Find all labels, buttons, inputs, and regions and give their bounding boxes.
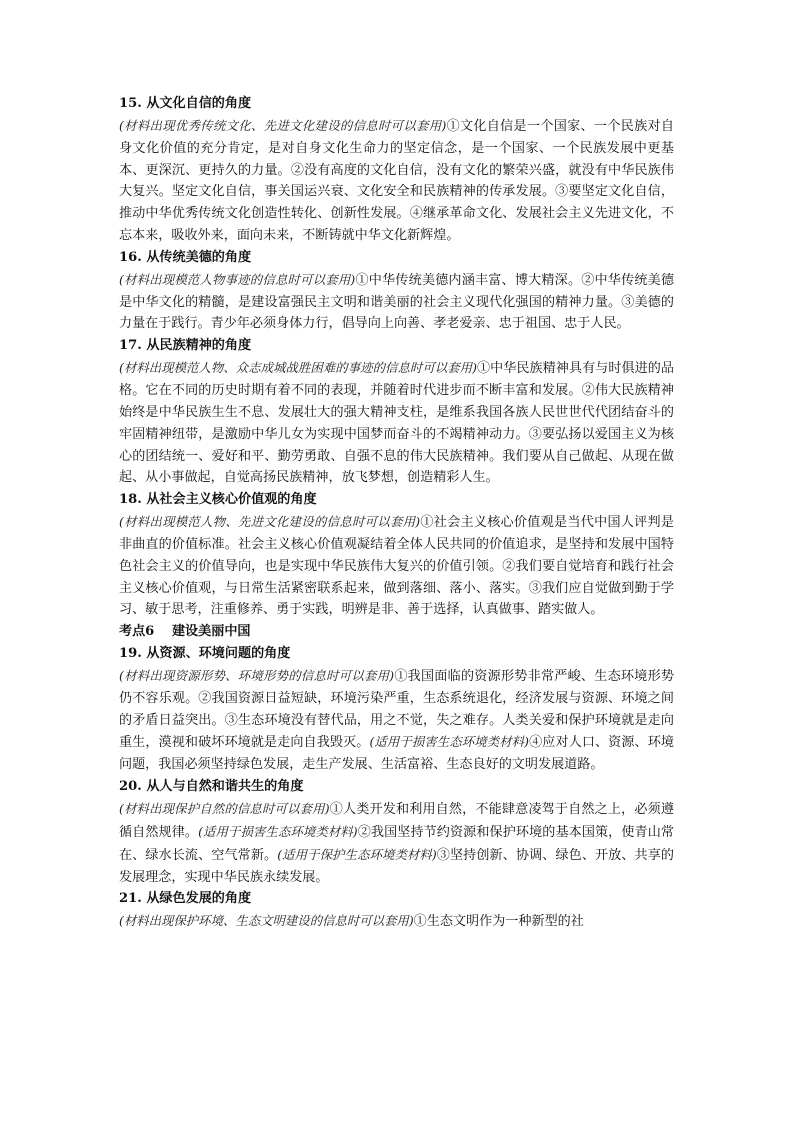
section-17	[119, 335, 674, 489]
section-20	[119, 776, 674, 888]
section-heading: 21. 从绿色发展的角度	[119, 891, 252, 907]
body-text: ①我国面临的资源形势非常严峻、生态环境形势仍不容乐观。②我国资源日益短缺，环境污染严重，生态系统退化，经济发展与资源、环境之间的矛盾日益突出。③生态环境没有替代品，用之不觉，失之难存。人类关爱和保护环境就是走向重生，漠视和破坏环境就是走向自我毁灭。	[119, 668, 675, 751]
usage-note: (材料出现模范人物事迹的信息时可以套用)	[119, 271, 356, 287]
section-heading: 20. 从人与自然和谐共生的角度	[119, 779, 304, 795]
section-body	[119, 269, 674, 336]
body-text: ③坚持创新、协调、绿色、开放、共享的发展理念，实现中华民族永续发展。	[119, 847, 675, 885]
section-heading: 15. 从文化自信的角度	[119, 96, 252, 111]
document-page	[119, 93, 674, 933]
section-heading: 19. 从资源、环境问题的角度	[119, 646, 291, 662]
section-heading: 18. 从社会主义核心价值观的角度	[119, 492, 317, 508]
body-text: ①文化自信是一个国家、一个民族对自身文化价值的充分肯定，是对自身文化生命力的坚定信念，是一个国家、一个民族发展中更基本、更深沉、更持久的力量。②没有高度的文化自信，没有文化的繁荣兴盛，就没有中华民族伟大复兴。坚定文化自信，事关国运兴衰、文化安全和民族精神的传承发展。③要坚定文化自信，推动中华优秀传统文化创造性转化、创新性发展。④继承革命文化、发展社会主义先进文化，不忘本来，吸收外来，面向未来，不断铸就中华文化新辉煌。	[119, 118, 675, 244]
section-19	[119, 643, 674, 776]
section-body	[119, 511, 674, 621]
body-text: ①社会主义核心价值观是当代中国人评判是非曲直的价值标准。社会主义核心价值观凝结着全体人民共同的价值追求，是坚持和发展中国特色社会主义的价值导向，也是实现中华民族伟大复兴的价值引领。②我们要自觉培育和践行社会主义核心价值观，与日常生活紧密联系起来，做到落细、落小、落实。③我们应自觉做到勤于学习、敏于思考，注重修养、勇于实践，明辨是非、善于选择，认真做事、踏实做人。	[119, 515, 674, 618]
body-text: ①中华传统美德内涵丰富、博大精深。②中华传统美德是中华文化的精髓，是建设富强民主文明和谐美丽的社会主义现代化强国的精神力量。③美德的力量在于践行。青少年必须身体力行，倡导向上向善、孝老爱亲、忠于祖国、忠于人民。	[119, 272, 675, 332]
usage-note: (适用于损害生态环境类材料)	[369, 734, 529, 750]
section-16	[119, 247, 674, 335]
usage-note: (材料出现模范人物、众志成城战胜困难的事迹的信息时可以套用)	[119, 360, 477, 376]
usage-note: (材料出现优秀传统文化、先进文化建设的信息时可以套用)	[119, 117, 447, 133]
usage-note: (材料出现模范人物、先进文化建设的信息时可以套用)	[119, 514, 421, 530]
body-text: ①中华民族精神具有与时俱进的品格。它在不同的历史时期有着不同的表现，并随着时代进步而不断丰富和发展。②伟大民族精神始终是中华民族生生不息、发展壮大的强大精神支柱，是维系我国各族人民世世代代团结奋斗的牢固精神纽带，是激励中华儿女为实现中国梦而奋斗的不竭精神动力。③要弘扬以爱国主义为核心的团结统一、爱好和平、勤劳勇敢、自强不息的伟大民族精神。我们要从自己做起、从现在做起、从小事做起，自觉高扬民族精神，放飞梦想，创造精彩人生。	[119, 361, 675, 486]
section-15	[119, 93, 674, 247]
section-heading: 17. 从民族精神的角度	[119, 338, 252, 354]
usage-note: (适用于保护生态环境类材料)	[277, 846, 437, 862]
body-text: ①生态文明作为一种新型的社	[413, 914, 584, 930]
usage-note: (材料出现保护自然的信息时可以套用)	[119, 801, 330, 816]
body-text: ①人类开发和利用自然，不能肆意凌驾于自然之上，必须遵循自然规律。	[119, 802, 674, 840]
usage-note: (材料出现保护环境、生态文明建设的信息时可以套用)	[119, 913, 414, 929]
section-body	[119, 665, 674, 776]
section-18	[119, 489, 674, 621]
body-text: ②我国坚持节约资源和保护环境的基本国策，使青山常在、绿水长流、空气常新。	[119, 824, 675, 863]
section-heading: 16. 从传统美德的角度	[119, 249, 252, 265]
section-body	[119, 798, 674, 888]
usage-note: (适用于损害生态环境类材料)	[198, 823, 358, 839]
section-body	[119, 357, 674, 489]
section-body	[119, 910, 674, 933]
usage-note: (材料出现资源形势、环境形势的信息时可以套用)	[119, 667, 395, 683]
topic-heading: 考点6 建设美丽中国	[119, 624, 251, 640]
body-text: ④应对人口、资源、环境问题，我国必须坚持绿色发展，走生产发展、生活富裕、生态良好的文明发展道路。	[119, 735, 675, 773]
section-body	[119, 115, 674, 247]
section-21	[119, 888, 674, 933]
